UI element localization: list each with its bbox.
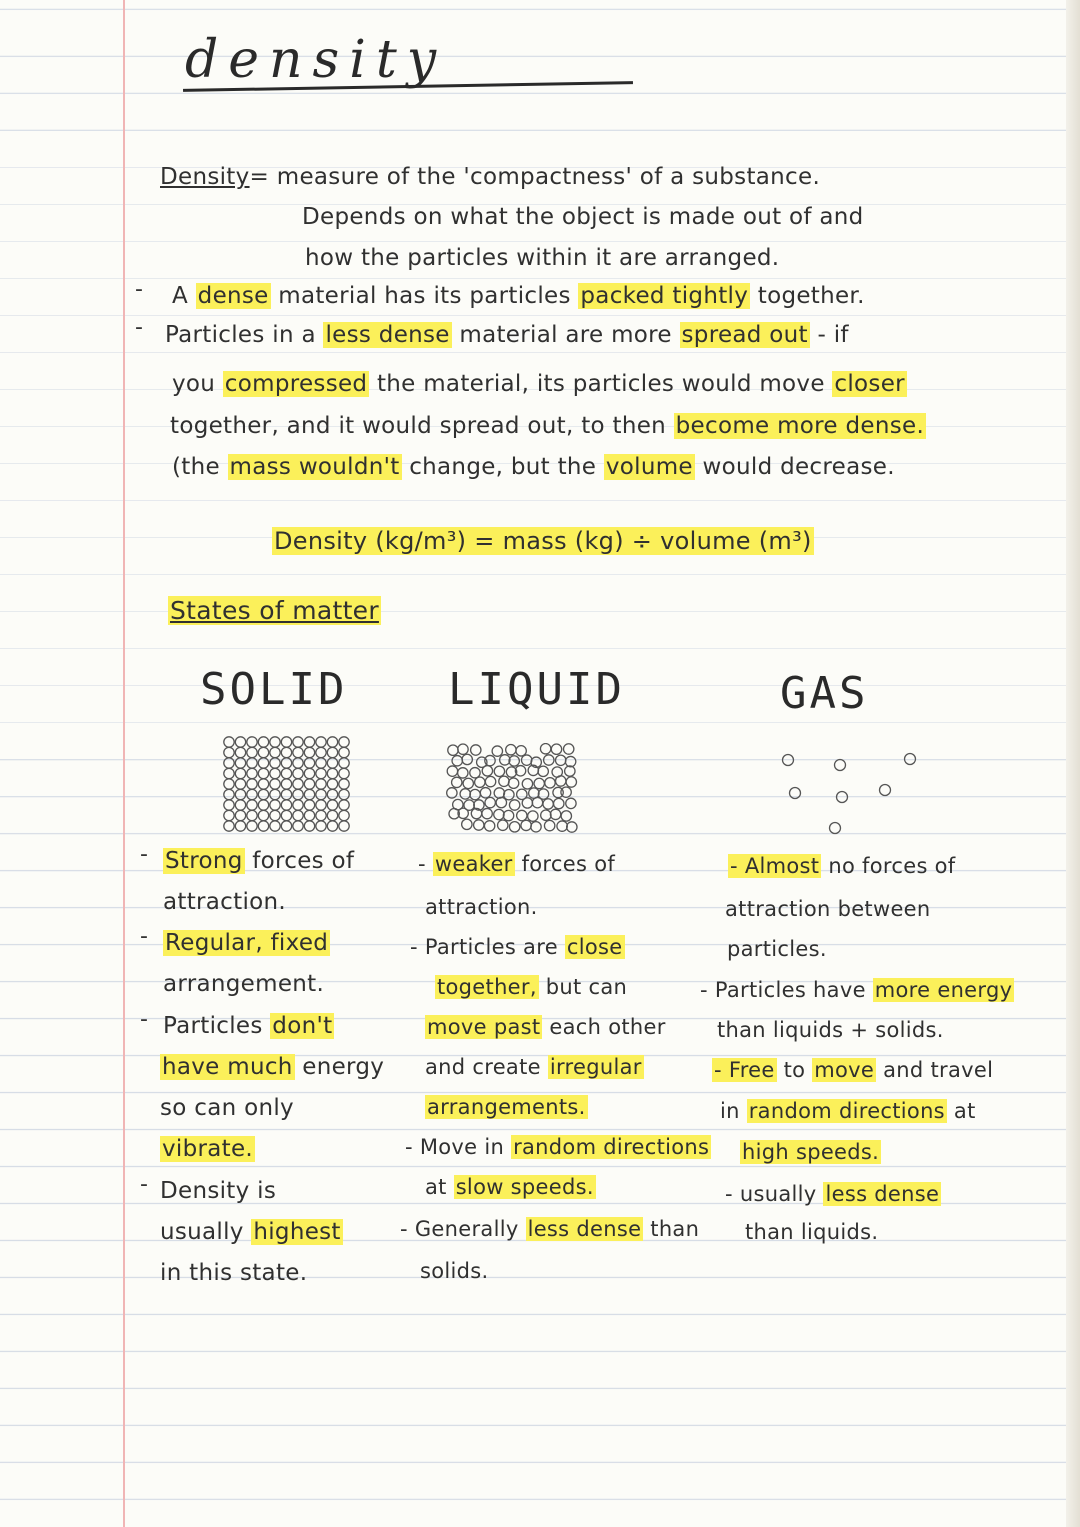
definition-text-1: measure of the 'compactness' of a substance. [276,164,821,190]
solid-line-9: Density is [160,1178,277,1204]
particle [522,779,532,789]
particle [224,747,234,757]
particle [458,768,468,778]
particle [517,810,527,820]
particle [544,820,554,830]
particle [339,768,349,778]
particle [258,810,268,820]
particle [270,758,280,768]
liquid-line-4: together, but can [437,975,628,999]
solid-line-4: arrangement. [163,971,325,997]
particle [508,778,518,788]
solid-line-2: attraction. [163,889,286,915]
gas-line-7: in random directions at [720,1099,976,1123]
gas-line-6: - Free to move and travel [714,1058,994,1082]
particle [484,821,494,831]
particle [235,800,245,810]
particle [503,810,513,820]
particle [224,789,234,799]
particle [545,778,555,788]
particle [566,798,576,808]
highlight: closer [834,371,905,397]
particle [528,811,538,821]
solid-line-7: so can only [160,1095,294,1121]
gas-line-5: than liquids + solids. [717,1018,944,1042]
particle [270,779,280,789]
solid-line-8: vibrate. [162,1136,254,1162]
particle [509,800,519,810]
particle [538,766,548,776]
liquid-line-1: - weaker forces of [418,852,616,876]
particle [339,747,349,757]
liquid-line-2: attraction. [425,895,538,919]
highlight: spread out [681,322,808,348]
particle [327,768,337,778]
particle [247,747,257,757]
particle [293,779,303,789]
particle [235,768,245,778]
particle [316,789,326,799]
particle [304,779,314,789]
particle [544,755,554,765]
particle [470,768,480,778]
particle [516,746,526,756]
particle [499,776,509,786]
particle [531,822,541,832]
margin-line [123,0,125,1527]
highlight: become more dense. [675,413,925,439]
bullet-dense-material: A dense material has its particles packed tightly together. [172,283,865,309]
particle [339,810,349,820]
particle [550,809,560,819]
highlight: volume [605,454,693,480]
particle [224,800,234,810]
particle [270,747,280,757]
particle [327,747,337,757]
solid-line-10: usually highest [160,1219,341,1245]
particle [293,810,303,820]
particle [258,737,268,747]
solid-line-5: Particles don't [163,1013,333,1039]
particle [258,779,268,789]
particle [235,758,245,768]
particle [258,821,268,831]
particle [281,758,291,768]
particle [485,797,495,807]
particle [247,789,257,799]
particle [270,821,280,831]
particle [247,768,257,778]
particle [563,744,573,754]
particle [270,768,280,778]
particle [281,747,291,757]
particle [293,768,303,778]
particle [566,777,576,787]
particle [304,800,314,810]
particle [557,821,567,831]
solid-line-1: Strong forces of [165,848,355,874]
gas-line-4: - Particles have more energy [700,978,1013,1002]
liquid-line-9: at slow speeds. [425,1175,594,1199]
solid-heading: SOLID [200,664,348,715]
particle [327,758,337,768]
particle [316,821,326,831]
particle [475,777,485,787]
particle [224,810,234,820]
bullet-dash: - [135,315,143,340]
particle [316,779,326,789]
bullet-dash: - [140,1007,148,1032]
particle [470,789,480,799]
particle [293,789,303,799]
particle [224,779,234,789]
particle [281,737,291,747]
highlight: Density (kg/m³) = mass (kg) ÷ volume (m³) [274,527,812,555]
particle [534,778,544,788]
particle [541,810,551,820]
particle [339,737,349,747]
particle [327,789,337,799]
particle [235,821,245,831]
particle [880,785,891,796]
definition-line-3: how the particles within it are arranged. [305,245,780,271]
particle [471,745,481,755]
particle [339,821,349,831]
particle [235,737,245,747]
particle [258,789,268,799]
particle [494,788,504,798]
particle [452,756,462,766]
particle [561,811,571,821]
particle [224,758,234,768]
particle [494,809,504,819]
particle [327,821,337,831]
particle [485,776,495,786]
particle [565,766,575,776]
particle [327,737,337,747]
particle [327,800,337,810]
particle [554,798,564,808]
liquid-line-5: move past each other [427,1015,666,1039]
particle [492,746,502,756]
page-title: density [185,30,447,90]
particle [447,788,457,798]
particle [316,810,326,820]
solid-line-6: have much energy [162,1054,385,1080]
particle [270,800,280,810]
solid-particle-diagram [222,735,352,835]
particle [281,768,291,778]
particle [316,800,326,810]
particle [498,820,508,830]
particle [247,810,257,820]
particle [327,779,337,789]
bullet-dash: - [140,1172,148,1197]
particle [521,820,531,830]
particle [458,744,468,754]
highlight: packed tightly [580,283,749,309]
particle [565,756,575,766]
particle [522,798,532,808]
gas-particle-diagram [770,745,940,845]
particle [316,758,326,768]
particle [452,777,462,787]
particle [532,797,542,807]
bullet-dash: - [135,277,143,302]
particle [235,747,245,757]
particle [281,779,291,789]
highlight: less dense [325,322,450,348]
liquid-line-11: solids. [420,1259,489,1283]
highlight: mass wouldn't [229,454,400,480]
particle [482,766,492,776]
particle [496,797,506,807]
particle [462,754,472,764]
particle [224,737,234,747]
particle [339,779,349,789]
gas-line-9: - usually less dense [725,1182,940,1206]
particle [258,800,268,810]
particle [509,822,519,832]
particle [567,822,577,832]
particle [529,788,539,798]
definition-label: Density [160,164,250,190]
particle [561,787,571,797]
particle [494,766,504,776]
bullet-less-dense-line-2: you compressed the material, its particles would move closer [172,371,905,397]
liquid-particle-diagram [445,743,580,835]
particle [316,768,326,778]
particle [304,747,314,757]
particle [480,788,490,798]
particle [462,819,472,829]
particle [247,758,257,768]
particle [293,758,303,768]
particle [540,744,550,754]
particle [447,766,457,776]
particle [258,758,268,768]
particle [281,821,291,831]
particle [235,810,245,820]
particle [474,820,484,830]
particle [247,800,257,810]
particle [304,810,314,820]
particle [463,778,473,788]
particle [316,747,326,757]
particle [327,810,337,820]
particle [304,789,314,799]
particle [281,789,291,799]
particle [339,800,349,810]
particle [224,768,234,778]
gas-heading: GAS [780,668,869,719]
liquid-line-10: - Generally less dense than [400,1217,700,1241]
particle [506,745,516,755]
particle [543,799,553,809]
particle [783,755,794,766]
bullet-less-dense-line-4: (the mass wouldn't change, but the volume would decrease. [172,454,895,480]
particle [270,810,280,820]
particle [521,755,531,765]
particle [316,737,326,747]
gas-line-1: - Almost no forces of [730,854,956,878]
particle [270,737,280,747]
particle [235,779,245,789]
particle [339,789,349,799]
gas-line-8: high speeds. [742,1140,880,1164]
gas-line-2: attraction between [725,897,931,921]
particle [235,789,245,799]
gas-line-3: particles. [727,937,827,961]
particle [270,789,280,799]
particle [304,737,314,747]
liquid-heading: LIQUID [448,664,625,715]
bullet-dash: - [140,842,148,867]
particle [247,737,257,747]
density-formula [272,527,814,555]
particle [790,788,801,799]
particle [258,768,268,778]
definition-line-1: Density= measure of the 'compactness' of a substance. [160,164,821,190]
definition-line-2: Depends on what the object is made out of and [302,204,864,230]
liquid-line-8: - Move in random directions [405,1135,710,1159]
particle [293,800,303,810]
particle [247,779,257,789]
liquid-line-7: arrangements. [427,1095,586,1119]
particle [293,737,303,747]
bullet-less-dense-line-3: together, and it would spread out, to then become more dense. [170,413,925,439]
solid-line-11: in this state. [160,1260,308,1286]
bullet-less-dense-line-1: Particles in a less dense material are more spread out - if [165,322,849,348]
particle [482,808,492,818]
particle [555,755,565,765]
particle [224,821,234,831]
particle [304,821,314,831]
particle [830,823,841,834]
particle [281,800,291,810]
solid-line-3: Regular, fixed [165,930,329,956]
liquid-line-6: and create irregular [425,1055,642,1079]
particle [460,789,470,799]
particle [905,754,916,765]
particle [837,792,848,803]
bullet-dash: - [140,924,148,949]
particle [304,768,314,778]
particle [293,747,303,757]
highlight: dense [197,283,269,309]
particle [556,776,566,786]
particle [551,744,561,754]
particle [247,821,257,831]
gas-line-10: than liquids. [745,1220,879,1244]
particle [293,821,303,831]
states-heading: States of matter [170,596,379,625]
particle [258,747,268,757]
particle [304,758,314,768]
particle [339,758,349,768]
page-edge [1066,0,1080,1527]
particle [835,760,846,771]
highlight: compressed [224,371,368,397]
particle [448,745,458,755]
liquid-line-3: - Particles are close [410,935,623,959]
particle [281,810,291,820]
